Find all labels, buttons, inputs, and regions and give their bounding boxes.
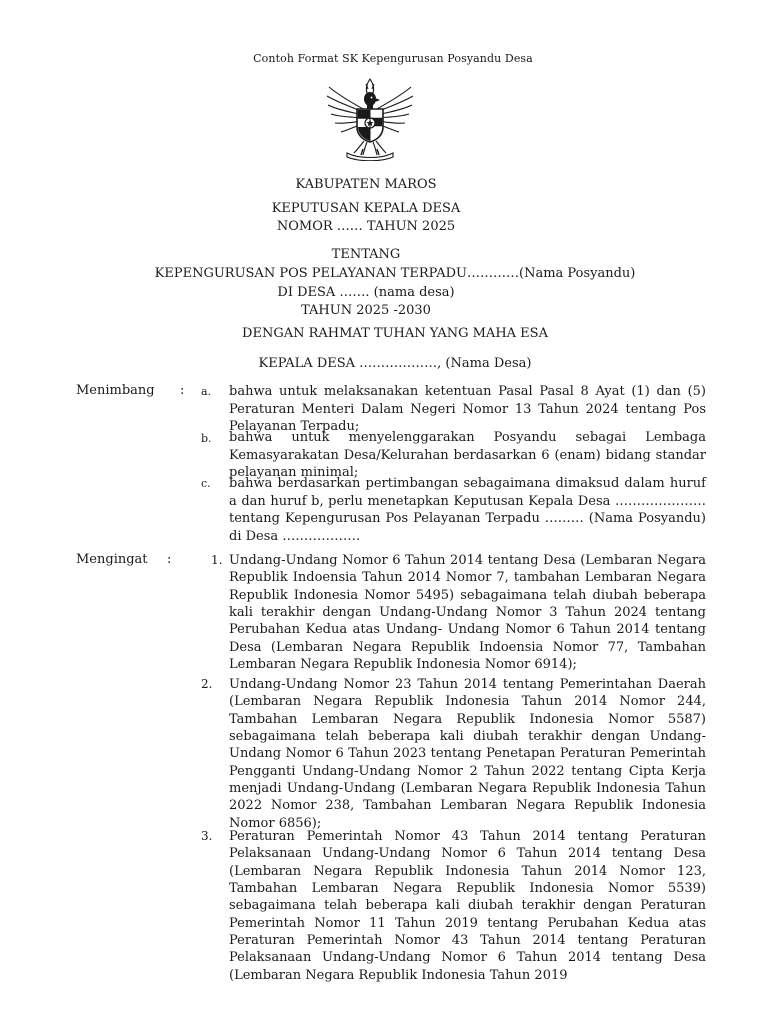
decree-number: NOMOR …… TAHUN 2025 bbox=[276, 219, 456, 234]
menimbang-mark-c: c. bbox=[201, 477, 211, 490]
mengingat-mark-3: 3. bbox=[201, 829, 213, 843]
menimbang-label: Menimbang bbox=[76, 383, 155, 398]
garuda-pancasila-emblem-icon bbox=[323, 75, 417, 161]
menimbang-mark-b: b. bbox=[201, 432, 212, 445]
mengingat-label: Mengingat bbox=[76, 552, 148, 567]
mengingat-mark-2: 2. bbox=[201, 677, 213, 691]
menimbang-item-a: bahwa untuk melaksanakan ketentuan Pasal Pasal 8 Ayat (1) dan (5) Peraturan Menteri Dalam Negeri Nomor 13 Tahun 2024 tentang Pos Pelayanan Terpadu; bbox=[229, 384, 706, 435]
grace-line: DENGAN RAHMAT TUHAN YANG MAHA ESA bbox=[242, 326, 548, 341]
village-line: DI DESA ……. (nama desa) bbox=[277, 285, 455, 300]
years-line: TAHUN 2025 -2030 bbox=[301, 303, 431, 318]
decree-heading: KEPUTUSAN KEPALA DESA bbox=[271, 201, 461, 216]
mengingat-mark-1: 1. bbox=[211, 553, 223, 567]
mengingat-item-1: Undang-Undang Nomor 6 Tahun 2014 tentang Desa (Lembaran Negara Republik Indoensia Tahun 2014 Nomor 7, tambahan Lembaran Negara Republik Indonesia Nomor 5495) sebagaimana telah diubah beberapa kali terakhir dengan Undang-Undang Nomor 3 Tahun 2024 tentang Perubahan Kedua atas Undang- Undang Nomor 6 Tahun 2014 tentang Desa (Lembaran Negara Republik Indoensia Nomor 77, Tambahan Lembaran Negara Republik Indonesia Nomor 6914); bbox=[229, 553, 706, 673]
about-heading: TENTANG bbox=[331, 247, 401, 262]
menimbang-item-c: bahwa berdasarkan pertimbangan sebagaimana dimaksud dalam huruf a dan huruf b, perlu menetapkan Keputusan Kepala Desa ………………… tentang Kepengurusan Pos Pelayanan Terpadu ……… (Nama Posyandu) di Desa ……………… bbox=[229, 476, 706, 545]
menimbang-mark-a: a. bbox=[201, 385, 212, 398]
mengingat-item-2: Undang-Undang Nomor 23 Tahun 2014 tentang Pemerintahan Daerah (Lembaran Negara Republik Indonesia Tahun 2014 Nomor 244, Tambahan Lembaran Negara Republik Indonesia Nomor 5587) sebagaimana telah beberapa kali diubah terakhir dengan Undang-Undang Nomor 6 Tahun 2023 tentang Penetapan Peraturan Pemerintah Pengganti Undang-Undang Nomor 2 Tahun 2022 tentang Cipta Kerja menjadi Undang-Undang (Lembaran Negara Republik Indonesia Tahun 2022 Nomor 238, Tambahan Lembaran Negara Republik Indonesia Nomor 6856); bbox=[229, 677, 706, 831]
menimbang-colon: : bbox=[180, 383, 185, 398]
menimbang-item-b: bahwa untuk menyelenggarakan Posyandu sebagai Lembaga Kemasyarakatan Desa/Kelurahan berdasarkan 6 (enam) bidang standar pelayanan minimal; bbox=[229, 430, 706, 481]
region-heading: KABUPATEN MAROS bbox=[295, 177, 437, 192]
decree-subject: KEPENGURUSAN POS PELAYANAN TERPADU…………(Nama Posyandu) bbox=[154, 266, 636, 281]
header-note: Contoh Format SK Kepengurusan Posyandu Desa bbox=[253, 52, 533, 65]
village-head-line: KEPALA DESA ………………, (Nama Desa) bbox=[258, 356, 532, 371]
mengingat-colon: : bbox=[167, 552, 172, 567]
mengingat-item-3: Peraturan Pemerintah Nomor 43 Tahun 2014 tentang Peraturan Pelaksanaan Undang-Undang Nomor 6 Tahun 2014 tentang Desa (Lembaran Negara Republik Indonesia Tahun 2014 Nomor 123, Tambahan Lembaran Negara Republik Indonesia Nomor 5539) sebagaimana telah beberapa kali diubah terakhir dengan Peraturan Pemerintah Nomor 11 Tahun 2019 tentang Perubahan Kedua atas Peraturan Pemerintah Nomor 43 Tahun 2014 tentang Peraturan Pelaksanaan Undang-Undang Nomor 6 Tahun 2014 tentang Desa (Lembaran Negara Republik Indonesia Tahun 2019 bbox=[229, 829, 706, 983]
